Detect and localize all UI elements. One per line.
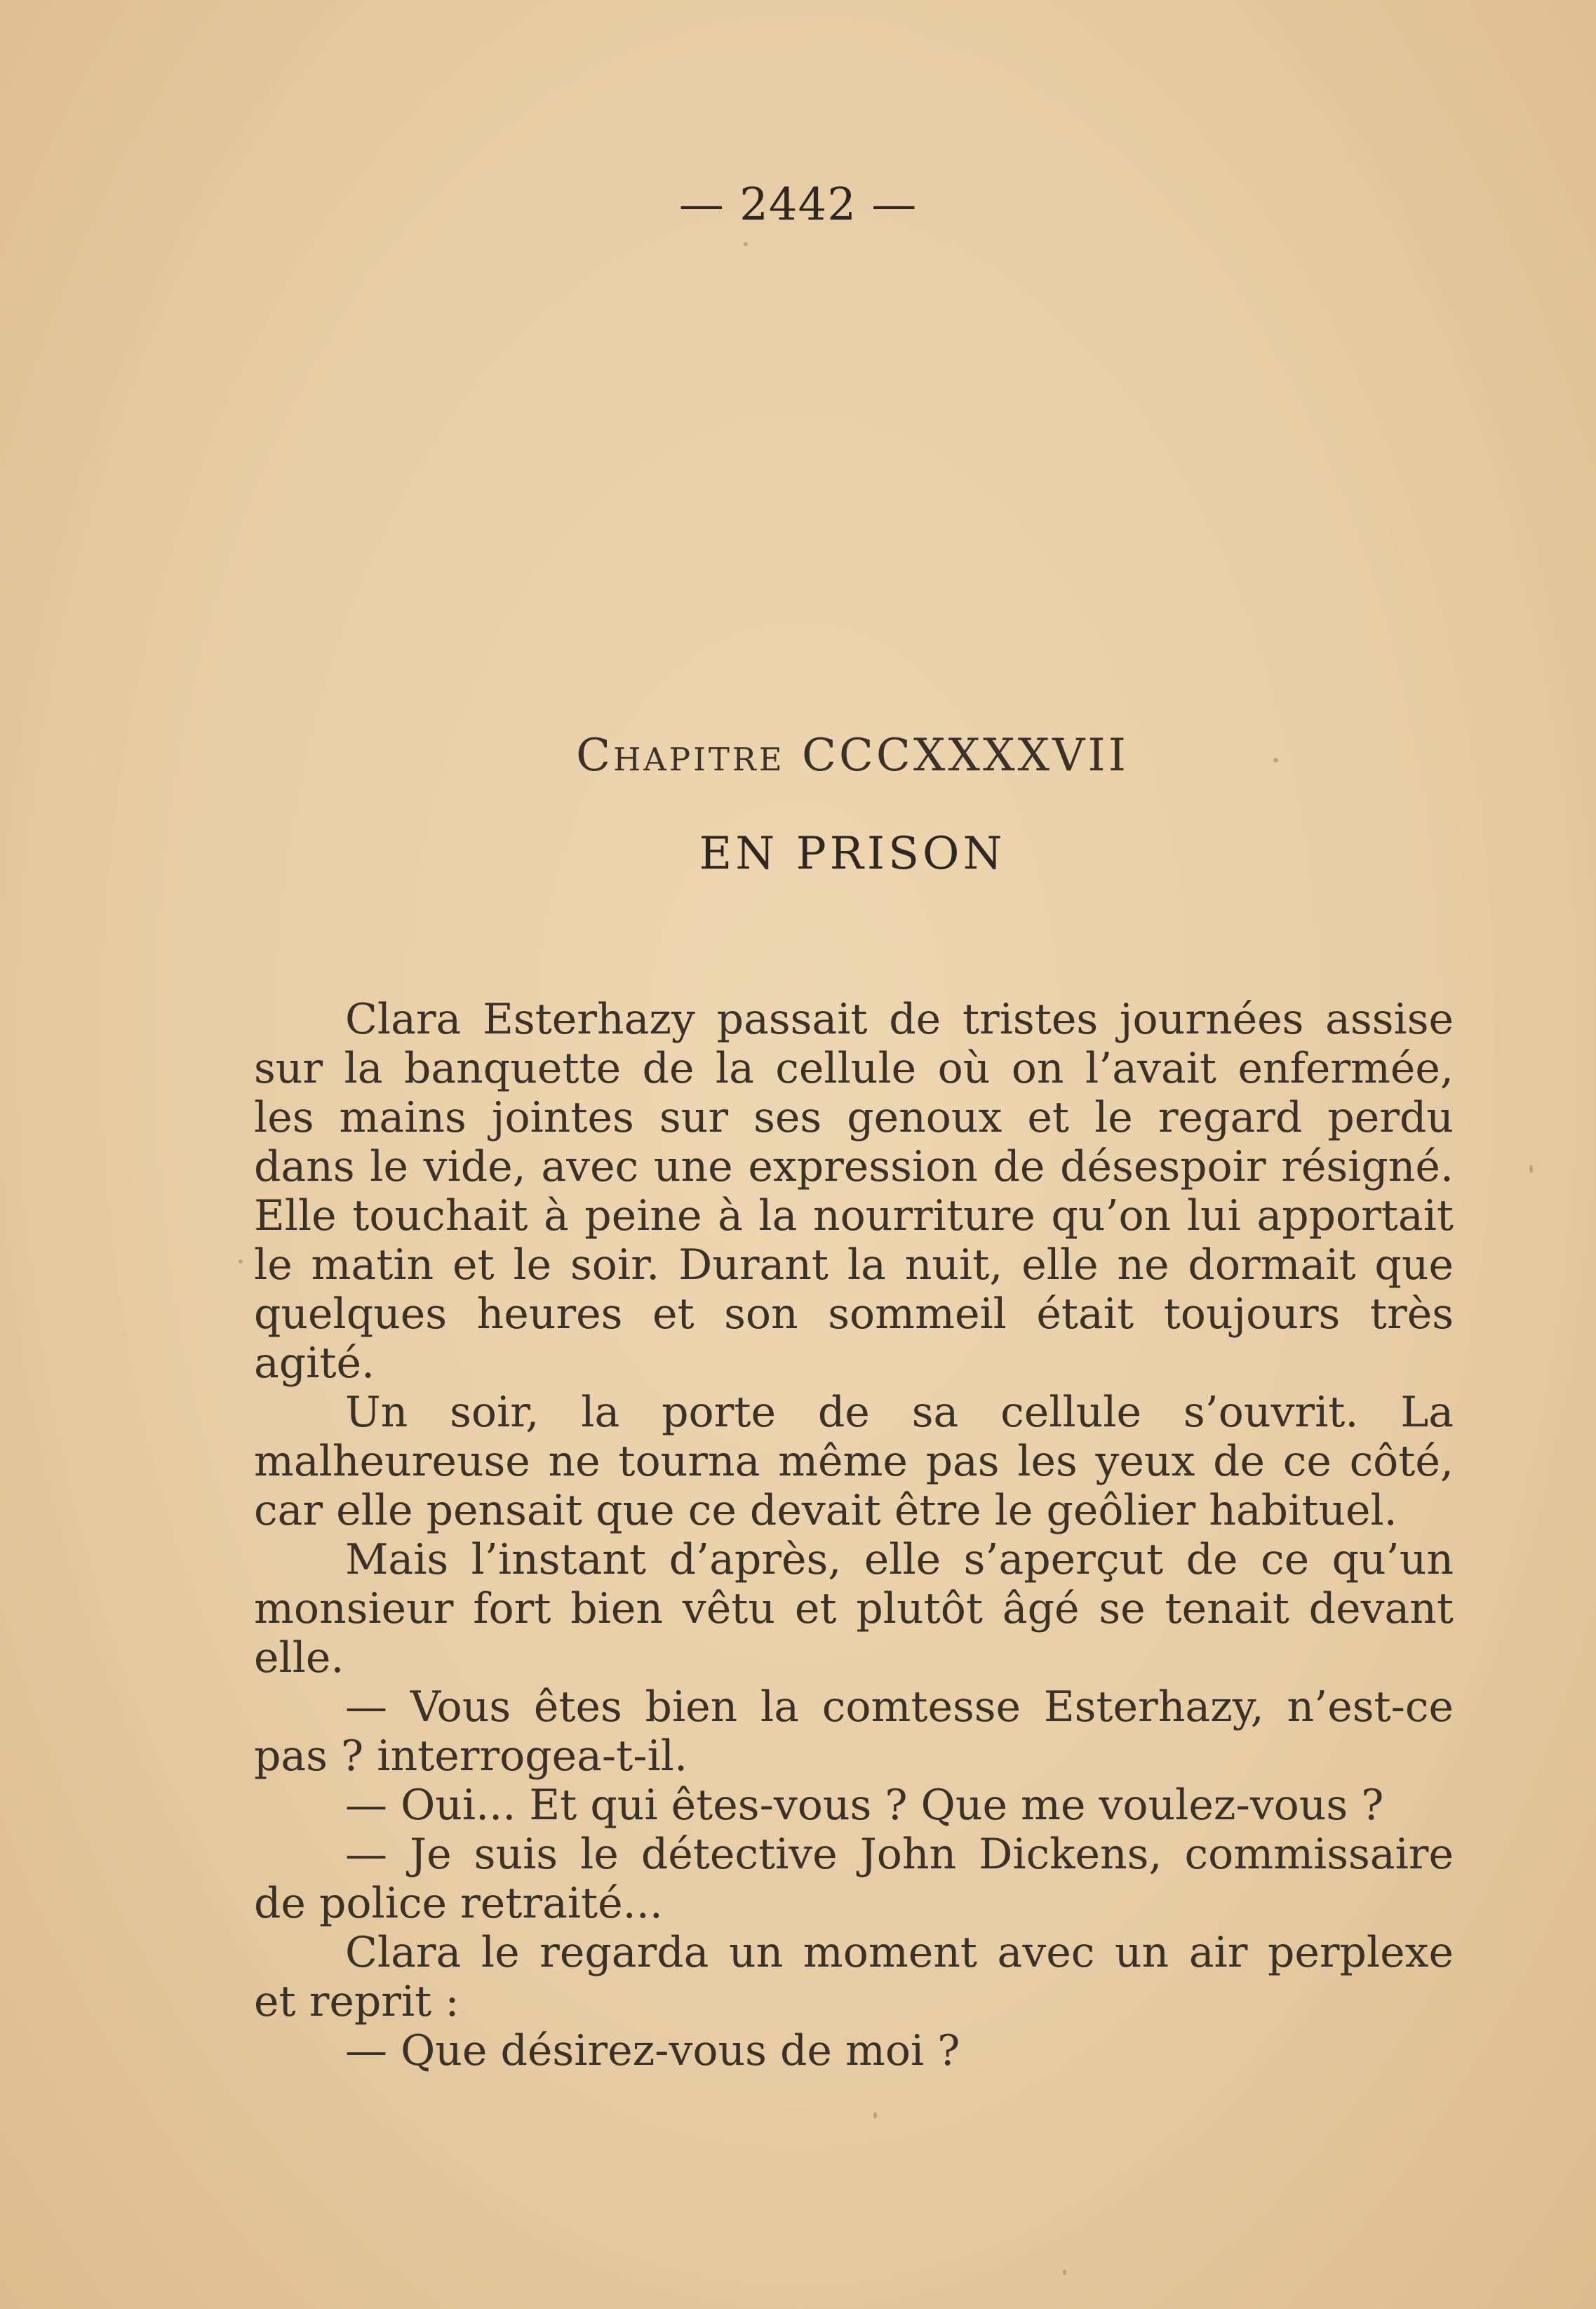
body-text	[254, 995, 1454, 2075]
paper-speck	[873, 2112, 877, 2119]
paragraph-1: Clara Esterhazy passait de tristes journées assise sur la banquette de la cellule où on l’avait enfermée, les mains jointes sur ses genoux et le regard perdu dans le vide, avec une expression de désespoir résigné. Elle touchait à peine à la nourriture qu’on lui apportait le matin et le soir. Durant la nuit, elle ne dormait que quelques heures et son sommeil était toujours très agité.	[254, 995, 1454, 1388]
paragraph-6: — Je suis le détective John Dickens, commissaire de police retraité...	[254, 1830, 1454, 1928]
paragraph-8: — Que désirez-vous de moi ?	[345, 2026, 960, 2075]
paper-speck	[239, 1259, 243, 1264]
chapter-heading: Chapitre CCCXXXXVII	[576, 730, 1129, 782]
paragraph-2: Un soir, la porte de sa cellule s’ouvrit. La malheureuse ne tourna même pas les yeux de ce côté, car elle pensait que ce devait être le geôlier habituel.	[254, 1388, 1454, 1535]
page-number: — 2442 —	[678, 179, 918, 231]
paragraph-4: — Vous êtes bien la comtesse Esterhazy, n’est-ce pas ? interrogea-t-il.	[254, 1682, 1454, 1781]
paper-speck	[1529, 1165, 1533, 1173]
paper-speck	[1273, 758, 1278, 763]
paper-speck	[1063, 2270, 1066, 2275]
chapter-title: EN PRISON	[699, 828, 1006, 880]
paragraph-7: Clara le regarda un moment avec un air perplexe et reprit :	[254, 1928, 1454, 2026]
paper-speck	[744, 242, 748, 246]
paragraph-3: Mais l’instant d’après, elle s’aperçut de ce qu’un monsieur fort bien vêtu et plutôt âgé se tenait devant elle.	[254, 1535, 1454, 1682]
paragraph-5: — Oui... Et qui êtes-vous ? Que me voulez-vous ?	[345, 1781, 1384, 1830]
